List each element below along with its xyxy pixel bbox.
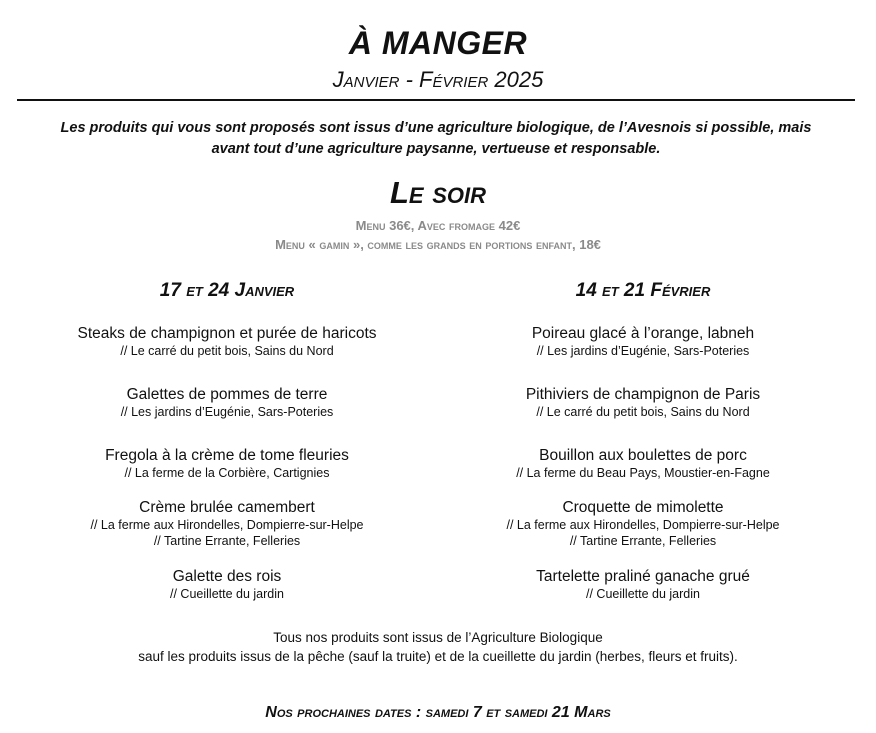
dish-name: Croquette de mimolette	[562, 499, 724, 516]
menu-date-january: 17 et 24 Janvier	[159, 280, 295, 301]
menu-date-february: 14 et 21 Février	[575, 280, 711, 301]
dish-source: // La ferme de la Corbière, Cartignies	[124, 466, 330, 480]
section-title: Le soir	[389, 175, 486, 210]
dish-item	[443, 447, 843, 481]
dish-name: Bouillon aux boulettes de porc	[539, 447, 747, 464]
dish-name: Steaks de champignon et purée de haricots	[77, 325, 377, 342]
dish-source: // Cueillette du jardin	[586, 587, 700, 601]
intro-line-1: Les produits qui vous sont proposés sont issus d’une agriculture biologique, de l’Avesnois si possible, mais	[60, 120, 812, 136]
menu-price: Menu 36€, Avec fromage 42€	[355, 218, 521, 233]
intro-text	[17, 118, 855, 160]
dish-source: // Le carré du petit bois, Sains du Nord	[536, 405, 750, 419]
dish-item	[27, 386, 427, 420]
dish-item	[27, 499, 427, 549]
kids-menu-price: Menu « gamin », comme les grands en portions enfant, 18€	[275, 237, 601, 252]
page-subtitle: Janvier - Février 2025	[332, 67, 544, 92]
footer-line-2: sauf les produits issus de la pêche (sauf la truite) et de la cueillette du jardin (herbes, fleurs et fruits).	[138, 649, 738, 664]
dish-source: // La ferme aux Hirondelles, Dompierre-sur-Helpe	[90, 518, 364, 532]
dish-source: // Tartine Errante, Felleries	[153, 534, 301, 548]
dish-source: // Les jardins d’Eugénie, Sars-Poteries	[536, 344, 750, 358]
dish-item	[27, 447, 427, 481]
dish-item	[443, 499, 843, 549]
dish-source: // Cueillette du jardin	[170, 587, 284, 601]
dish-source: // Tartine Errante, Felleries	[569, 534, 717, 548]
dish-item	[27, 325, 427, 359]
dish-source: // Le carré du petit bois, Sains du Nord	[120, 344, 334, 358]
dish-name: Pithiviers de champignon de Paris	[525, 386, 761, 403]
dish-item	[443, 568, 843, 602]
footer-line-1: Tous nos produits sont issus de l’Agriculture Biologique	[273, 630, 603, 645]
dish-item	[443, 325, 843, 359]
page-title: À MANGER	[348, 25, 528, 61]
intro-line-2: avant tout d’une agriculture paysanne, vertueuse et responsable.	[211, 141, 661, 157]
dish-name: Poireau glacé à l’orange, labneh	[531, 325, 755, 342]
title-divider	[17, 99, 855, 101]
dish-name: Galette des rois	[172, 568, 282, 585]
dish-name: Crème brulée camembert	[139, 499, 315, 516]
dish-name: Tartelette praliné ganache grué	[536, 568, 750, 585]
dish-name: Fregola à la crème de tome fleuries	[105, 447, 349, 464]
next-dates: Nos prochaines dates : samedi 7 et samedi 21 Mars	[265, 704, 611, 721]
dish-item	[27, 568, 427, 602]
dish-source: // La ferme aux Hirondelles, Dompierre-sur-Helpe	[506, 518, 780, 532]
dish-item	[443, 386, 843, 420]
dish-source: // Les jardins d’Eugénie, Sars-Poteries	[120, 405, 334, 419]
dish-source: // La ferme du Beau Pays, Moustier-en-Fagne	[516, 466, 770, 480]
footer-note	[0, 628, 876, 666]
dish-name: Galettes de pommes de terre	[126, 386, 328, 403]
